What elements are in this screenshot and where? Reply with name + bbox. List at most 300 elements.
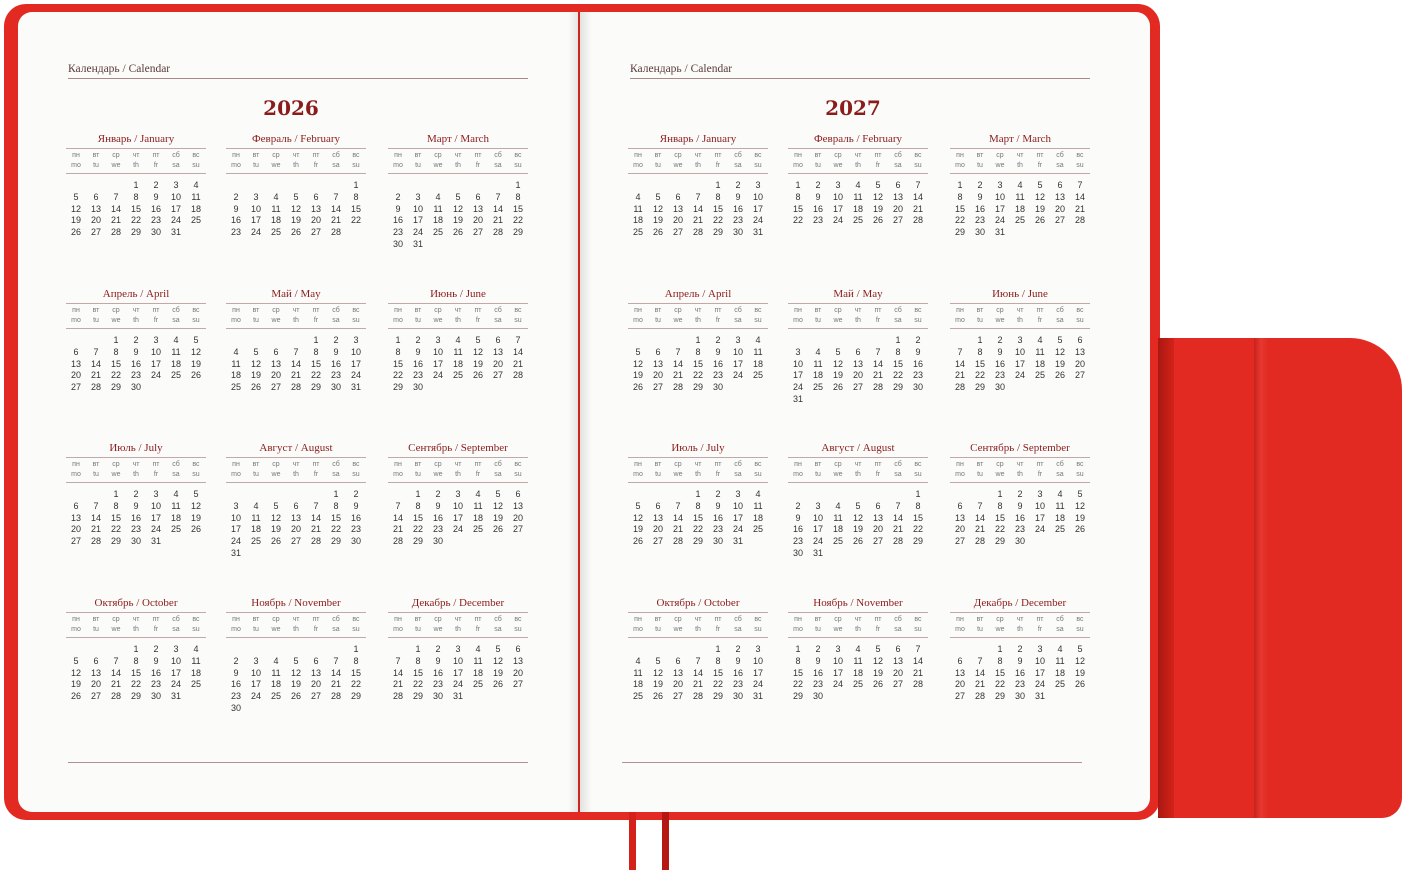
day-cell: 25 xyxy=(1014,215,1025,226)
day-cell: 12 xyxy=(872,191,883,202)
weekday-label: пн xyxy=(634,152,642,159)
month-rule xyxy=(788,637,928,638)
day-cell: 17 xyxy=(230,524,241,535)
month-rule xyxy=(226,482,366,483)
day-cell: 26 xyxy=(452,227,463,238)
day-grid xyxy=(788,180,928,227)
month-title: Сентябрь / September xyxy=(408,442,508,454)
empty-cell xyxy=(246,335,266,347)
day-cell: 19 xyxy=(70,679,81,690)
day-cell: 17 xyxy=(752,667,763,678)
day-cell: 1 xyxy=(113,335,119,345)
weekday-label: su xyxy=(914,626,922,633)
month-rule xyxy=(950,148,1090,149)
day-cell: 21 xyxy=(310,524,321,535)
day-cell: 24 xyxy=(752,679,763,690)
day-cell: 1 xyxy=(415,489,421,499)
month-rule xyxy=(788,173,928,174)
day-cell: 10 xyxy=(812,512,823,523)
weekday-label: вт xyxy=(414,152,422,159)
day-cell: 3 xyxy=(435,335,441,345)
weekday-label: we xyxy=(833,471,843,478)
weekday-label: вс xyxy=(1076,461,1084,468)
weekday-label: вс xyxy=(192,461,200,468)
weekday-label: th xyxy=(455,626,461,633)
weekday-label: пт xyxy=(152,152,160,159)
day-cell: 4 xyxy=(435,191,441,202)
weekday-label: вт xyxy=(814,307,822,314)
weekday-label: mo xyxy=(633,317,643,324)
day-cell: 4 xyxy=(755,335,761,345)
day-cell: 5 xyxy=(1057,335,1063,345)
day-grid xyxy=(226,180,366,239)
day-cell: 11 xyxy=(271,667,281,678)
day-cell: 21 xyxy=(1074,203,1085,214)
day-cell: 20 xyxy=(1054,203,1065,214)
day-cell: 29 xyxy=(310,382,321,393)
day-cell: 22 xyxy=(954,215,965,226)
month-rule xyxy=(628,482,768,483)
month-rule xyxy=(388,173,528,174)
empty-cell xyxy=(688,644,708,656)
empty-cell xyxy=(246,489,266,501)
month-title: Июль / July xyxy=(109,442,163,454)
day-cell: 7 xyxy=(395,500,401,511)
month-rule xyxy=(388,148,528,149)
weekday-label: we xyxy=(111,471,121,478)
weekday-label: сб xyxy=(332,616,340,623)
day-cell: 24 xyxy=(170,215,181,226)
day-cell: 31 xyxy=(752,691,763,702)
weekday-label: we xyxy=(433,317,443,324)
day-cell: 11 xyxy=(231,358,241,369)
day-cell: 16 xyxy=(150,667,161,678)
day-cell: 20 xyxy=(672,679,683,690)
header-rule-right xyxy=(630,78,1090,79)
day-cell: 31 xyxy=(812,547,823,558)
weekday-label: fr xyxy=(1037,626,1043,633)
day-cell: 23 xyxy=(812,215,823,226)
weekday-row xyxy=(950,316,1090,326)
weekday-label: su xyxy=(754,162,762,169)
day-cell: 24 xyxy=(732,370,743,381)
day-cell: 2 xyxy=(133,335,139,345)
day-grid xyxy=(66,335,206,394)
weekday-row xyxy=(66,460,206,470)
month-rule xyxy=(628,148,768,149)
month-rule xyxy=(950,482,1090,483)
weekday-label: su xyxy=(192,471,200,478)
weekday-label: вт xyxy=(976,461,984,468)
day-cell: 23 xyxy=(732,679,743,690)
day-cell: 16 xyxy=(912,358,923,369)
day-cell: 16 xyxy=(230,215,241,226)
day-cell: 19 xyxy=(872,667,883,678)
day-cell: 12 xyxy=(832,358,843,369)
empty-cell xyxy=(286,180,306,192)
day-cell: 24 xyxy=(230,536,241,547)
weekday-label: mo xyxy=(793,162,803,169)
weekday-label: пн xyxy=(72,307,80,314)
month-rule xyxy=(226,612,366,613)
empty-cell xyxy=(628,180,648,192)
ribbon-bookmark-1 xyxy=(629,812,636,870)
weekday-label: mo xyxy=(393,626,403,633)
day-cell: 7 xyxy=(93,346,99,357)
month-rule xyxy=(628,303,768,304)
day-cell: 13 xyxy=(70,358,81,369)
weekday-label: th xyxy=(455,317,461,324)
weekday-label: чт xyxy=(854,461,862,468)
weekday-label: вт xyxy=(654,152,662,159)
day-cell: 21 xyxy=(672,524,683,535)
day-cell: 26 xyxy=(1074,524,1085,535)
weekday-label: пт xyxy=(474,461,482,468)
weekday-label: ср xyxy=(674,461,682,468)
day-cell: 19 xyxy=(190,512,201,523)
day-cell: 17 xyxy=(452,512,463,523)
day-cell: 25 xyxy=(170,370,181,381)
month-2026-9 xyxy=(388,441,528,548)
day-cell: 20 xyxy=(652,524,663,535)
day-cell: 11 xyxy=(191,655,201,666)
weekday-label: sa xyxy=(1056,317,1064,324)
day-grid xyxy=(950,180,1090,239)
day-cell: 22 xyxy=(692,370,703,381)
day-cell: 1 xyxy=(895,335,901,345)
weekday-row xyxy=(950,625,1090,635)
day-cell: 12 xyxy=(1074,655,1085,666)
weekday-label: fr xyxy=(475,317,481,324)
weekday-row xyxy=(950,306,1090,316)
empty-cell xyxy=(668,489,688,501)
month-rule xyxy=(66,612,206,613)
day-cell: 2 xyxy=(153,644,159,654)
weekday-label: su xyxy=(1076,626,1084,633)
day-cell: 22 xyxy=(130,679,141,690)
empty-cell xyxy=(326,180,346,192)
day-cell: 6 xyxy=(515,644,521,654)
weekday-label: sa xyxy=(172,471,180,478)
weekday-label: чт xyxy=(132,307,140,314)
day-cell: 17 xyxy=(412,215,423,226)
day-cell: 12 xyxy=(70,203,81,214)
header-rule-left xyxy=(68,78,528,79)
day-cell: 2 xyxy=(735,180,741,190)
empty-cell xyxy=(266,644,286,656)
footer-rule-left xyxy=(68,762,528,763)
weekday-label: fr xyxy=(875,471,881,478)
weekday-label: ср xyxy=(272,152,280,159)
empty-cell xyxy=(66,335,86,347)
day-cell: 8 xyxy=(133,655,139,666)
day-cell: 27 xyxy=(310,691,321,702)
weekday-label: вт xyxy=(92,461,100,468)
day-cell: 14 xyxy=(492,203,503,214)
month-rule xyxy=(388,303,528,304)
day-cell: 12 xyxy=(492,500,503,511)
day-cell: 13 xyxy=(954,512,965,523)
weekday-label: fr xyxy=(875,317,881,324)
day-cell: 26 xyxy=(190,370,201,381)
weekday-label: пт xyxy=(152,461,160,468)
day-cell: 5 xyxy=(655,191,661,202)
day-cell: 27 xyxy=(290,536,301,547)
weekday-label: сб xyxy=(1056,307,1064,314)
weekday-label: чт xyxy=(132,461,140,468)
day-cell: 3 xyxy=(173,180,179,190)
weekday-label: we xyxy=(271,471,281,478)
day-grid xyxy=(66,489,206,548)
weekday-label: пт xyxy=(714,616,722,623)
day-cell: 20 xyxy=(954,524,965,535)
day-cell: 15 xyxy=(350,667,361,678)
month-title: Апрель / April xyxy=(102,288,170,300)
empty-cell xyxy=(266,489,286,501)
weekday-label: fr xyxy=(313,317,319,324)
day-cell: 2 xyxy=(233,655,239,666)
day-cell: 7 xyxy=(1077,180,1083,190)
day-cell: 9 xyxy=(395,203,401,214)
weekday-label: пт xyxy=(874,616,882,623)
weekday-label: вс xyxy=(1076,616,1084,623)
weekday-label: th xyxy=(1017,471,1023,478)
day-cell: 6 xyxy=(73,346,79,357)
weekday-label: вс xyxy=(192,616,200,623)
day-grid xyxy=(788,489,928,560)
weekday-label: вт xyxy=(414,616,422,623)
month-rule xyxy=(788,612,928,613)
weekday-label: пн xyxy=(232,616,240,623)
empty-cell xyxy=(888,489,908,501)
day-cell: 19 xyxy=(1034,203,1045,214)
day-cell: 5 xyxy=(73,191,79,202)
day-cell: 11 xyxy=(813,358,823,369)
day-cell: 7 xyxy=(313,500,319,511)
day-cell: 13 xyxy=(892,191,903,202)
weekday-label: вс xyxy=(914,307,922,314)
day-cell: 19 xyxy=(250,370,261,381)
day-cell: 2 xyxy=(233,191,239,202)
day-cell: 14 xyxy=(512,346,523,357)
month-rule xyxy=(950,457,1090,458)
day-cell: 20 xyxy=(672,215,683,226)
day-cell: 24 xyxy=(994,215,1005,226)
month-rule xyxy=(950,303,1090,304)
weekday-row xyxy=(226,470,366,480)
empty-cell xyxy=(226,180,246,192)
day-cell: 6 xyxy=(93,191,99,202)
day-cell: 3 xyxy=(815,500,821,511)
day-cell: 9 xyxy=(735,191,741,202)
empty-cell xyxy=(106,644,126,656)
day-cell: 17 xyxy=(1034,667,1045,678)
day-cell: 27 xyxy=(472,227,483,238)
day-cell: 6 xyxy=(93,655,99,666)
day-cell: 21 xyxy=(110,679,121,690)
day-cell: 4 xyxy=(173,489,179,499)
weekday-row xyxy=(628,625,768,635)
day-cell: 16 xyxy=(1014,512,1025,523)
day-cell: 14 xyxy=(692,203,703,214)
weekday-row xyxy=(66,615,206,625)
month-2027-10 xyxy=(628,596,768,703)
day-cell: 5 xyxy=(1077,644,1083,654)
day-cell: 2 xyxy=(395,191,401,202)
day-cell: 6 xyxy=(475,191,481,202)
day-cell: 28 xyxy=(392,536,403,547)
day-cell: 14 xyxy=(954,358,965,369)
weekday-label: th xyxy=(855,317,861,324)
weekday-row xyxy=(788,470,928,480)
day-cell: 28 xyxy=(1074,215,1085,226)
weekday-label: fr xyxy=(715,317,721,324)
day-cell: 17 xyxy=(732,512,743,523)
weekday-row xyxy=(628,615,768,625)
day-cell: 13 xyxy=(310,667,321,678)
day-cell: 27 xyxy=(70,536,81,547)
day-cell: 18 xyxy=(832,524,843,535)
day-cell: 19 xyxy=(290,679,301,690)
day-cell: 15 xyxy=(912,512,923,523)
weekday-label: sa xyxy=(1056,162,1064,169)
weekday-label: пт xyxy=(312,307,320,314)
day-cell: 19 xyxy=(270,524,281,535)
weekday-label: tu xyxy=(253,162,259,169)
day-cell: 2 xyxy=(435,644,441,654)
day-cell: 27 xyxy=(512,524,523,535)
weekday-label: вт xyxy=(654,307,662,314)
weekday-label: пт xyxy=(1036,616,1044,623)
day-cell: 16 xyxy=(150,203,161,214)
day-cell: 4 xyxy=(835,500,841,511)
day-cell: 28 xyxy=(90,382,101,393)
day-cell: 17 xyxy=(452,667,463,678)
day-cell: 1 xyxy=(415,644,421,654)
day-cell: 21 xyxy=(512,358,523,369)
weekday-label: we xyxy=(111,162,121,169)
month-rule xyxy=(66,173,206,174)
day-cell: 15 xyxy=(712,667,723,678)
weekday-label: вс xyxy=(514,461,522,468)
day-cell: 21 xyxy=(392,679,403,690)
weekday-label: вт xyxy=(814,616,822,623)
weekday-label: вт xyxy=(976,307,984,314)
day-cell: 16 xyxy=(712,512,723,523)
day-cell: 15 xyxy=(110,512,121,523)
day-cell: 29 xyxy=(692,382,703,393)
day-cell: 1 xyxy=(715,180,721,190)
weekday-label: пн xyxy=(634,461,642,468)
day-cell: 29 xyxy=(130,227,141,238)
day-cell: 18 xyxy=(812,370,823,381)
empty-cell xyxy=(306,489,326,501)
day-cell: 15 xyxy=(392,358,403,369)
day-cell: 21 xyxy=(892,524,903,535)
day-cell: 28 xyxy=(912,215,923,226)
day-cell: 1 xyxy=(915,489,921,499)
day-cell: 8 xyxy=(715,191,721,202)
day-cell: 28 xyxy=(492,227,503,238)
day-cell: 11 xyxy=(753,346,763,357)
day-cell: 3 xyxy=(755,180,761,190)
month-title: Июнь / June xyxy=(430,288,486,300)
weekday-label: mo xyxy=(633,626,643,633)
day-cell: 4 xyxy=(635,191,641,202)
weekday-label: сб xyxy=(1056,152,1064,159)
day-cell: 17 xyxy=(170,203,181,214)
weekday-label: we xyxy=(673,471,683,478)
day-cell: 19 xyxy=(632,370,643,381)
day-cell: 18 xyxy=(270,679,281,690)
day-cell: 25 xyxy=(190,679,201,690)
weekday-label: ср xyxy=(112,152,120,159)
month-rule xyxy=(66,328,206,329)
day-cell: 4 xyxy=(273,655,279,666)
day-cell: 15 xyxy=(692,358,703,369)
day-cell: 24 xyxy=(1034,679,1045,690)
day-cell: 28 xyxy=(90,536,101,547)
weekday-label: чт xyxy=(694,307,702,314)
day-cell: 10 xyxy=(432,346,443,357)
day-cell: 29 xyxy=(110,382,121,393)
empty-cell xyxy=(788,489,808,501)
weekday-label: fr xyxy=(1037,317,1043,324)
day-cell: 5 xyxy=(855,500,861,511)
day-cell: 2 xyxy=(1017,644,1023,654)
day-cell: 7 xyxy=(675,500,681,511)
day-cell: 12 xyxy=(290,667,301,678)
day-cell: 1 xyxy=(395,335,401,345)
weekday-label: th xyxy=(855,626,861,633)
day-cell: 11 xyxy=(753,500,763,511)
day-cell: 11 xyxy=(853,655,863,666)
weekday-label: fr xyxy=(475,471,481,478)
empty-cell xyxy=(868,335,888,347)
weekday-label: пт xyxy=(1036,461,1044,468)
weekday-label: mo xyxy=(231,471,241,478)
day-cell: 4 xyxy=(193,180,199,190)
weekday-label: сб xyxy=(494,616,502,623)
month-rule xyxy=(388,637,528,638)
day-cell: 13 xyxy=(1054,191,1065,202)
day-grid xyxy=(388,489,528,548)
weekday-label: ср xyxy=(112,307,120,314)
day-cell: 19 xyxy=(452,215,463,226)
empty-cell xyxy=(86,489,106,501)
day-cell: 10 xyxy=(250,667,261,678)
weekday-label: mo xyxy=(793,471,803,478)
day-cell: 6 xyxy=(655,500,661,511)
day-cell: 8 xyxy=(333,500,339,511)
weekday-label: сб xyxy=(894,616,902,623)
day-cell: 13 xyxy=(90,203,101,214)
month-rule xyxy=(388,612,528,613)
weekday-label: вс xyxy=(352,616,360,623)
day-cell: 1 xyxy=(313,335,319,345)
weekday-label: th xyxy=(695,317,701,324)
weekday-label: mo xyxy=(393,471,403,478)
day-cell: 18 xyxy=(190,203,201,214)
day-cell: 1 xyxy=(695,335,701,345)
weekday-label: we xyxy=(833,162,843,169)
weekday-label: чт xyxy=(854,616,862,623)
day-cell: 20 xyxy=(512,667,523,678)
day-cell: 12 xyxy=(632,512,643,523)
weekday-label: ср xyxy=(996,152,1004,159)
weekday-label: fr xyxy=(153,317,159,324)
day-cell: 10 xyxy=(752,655,763,666)
